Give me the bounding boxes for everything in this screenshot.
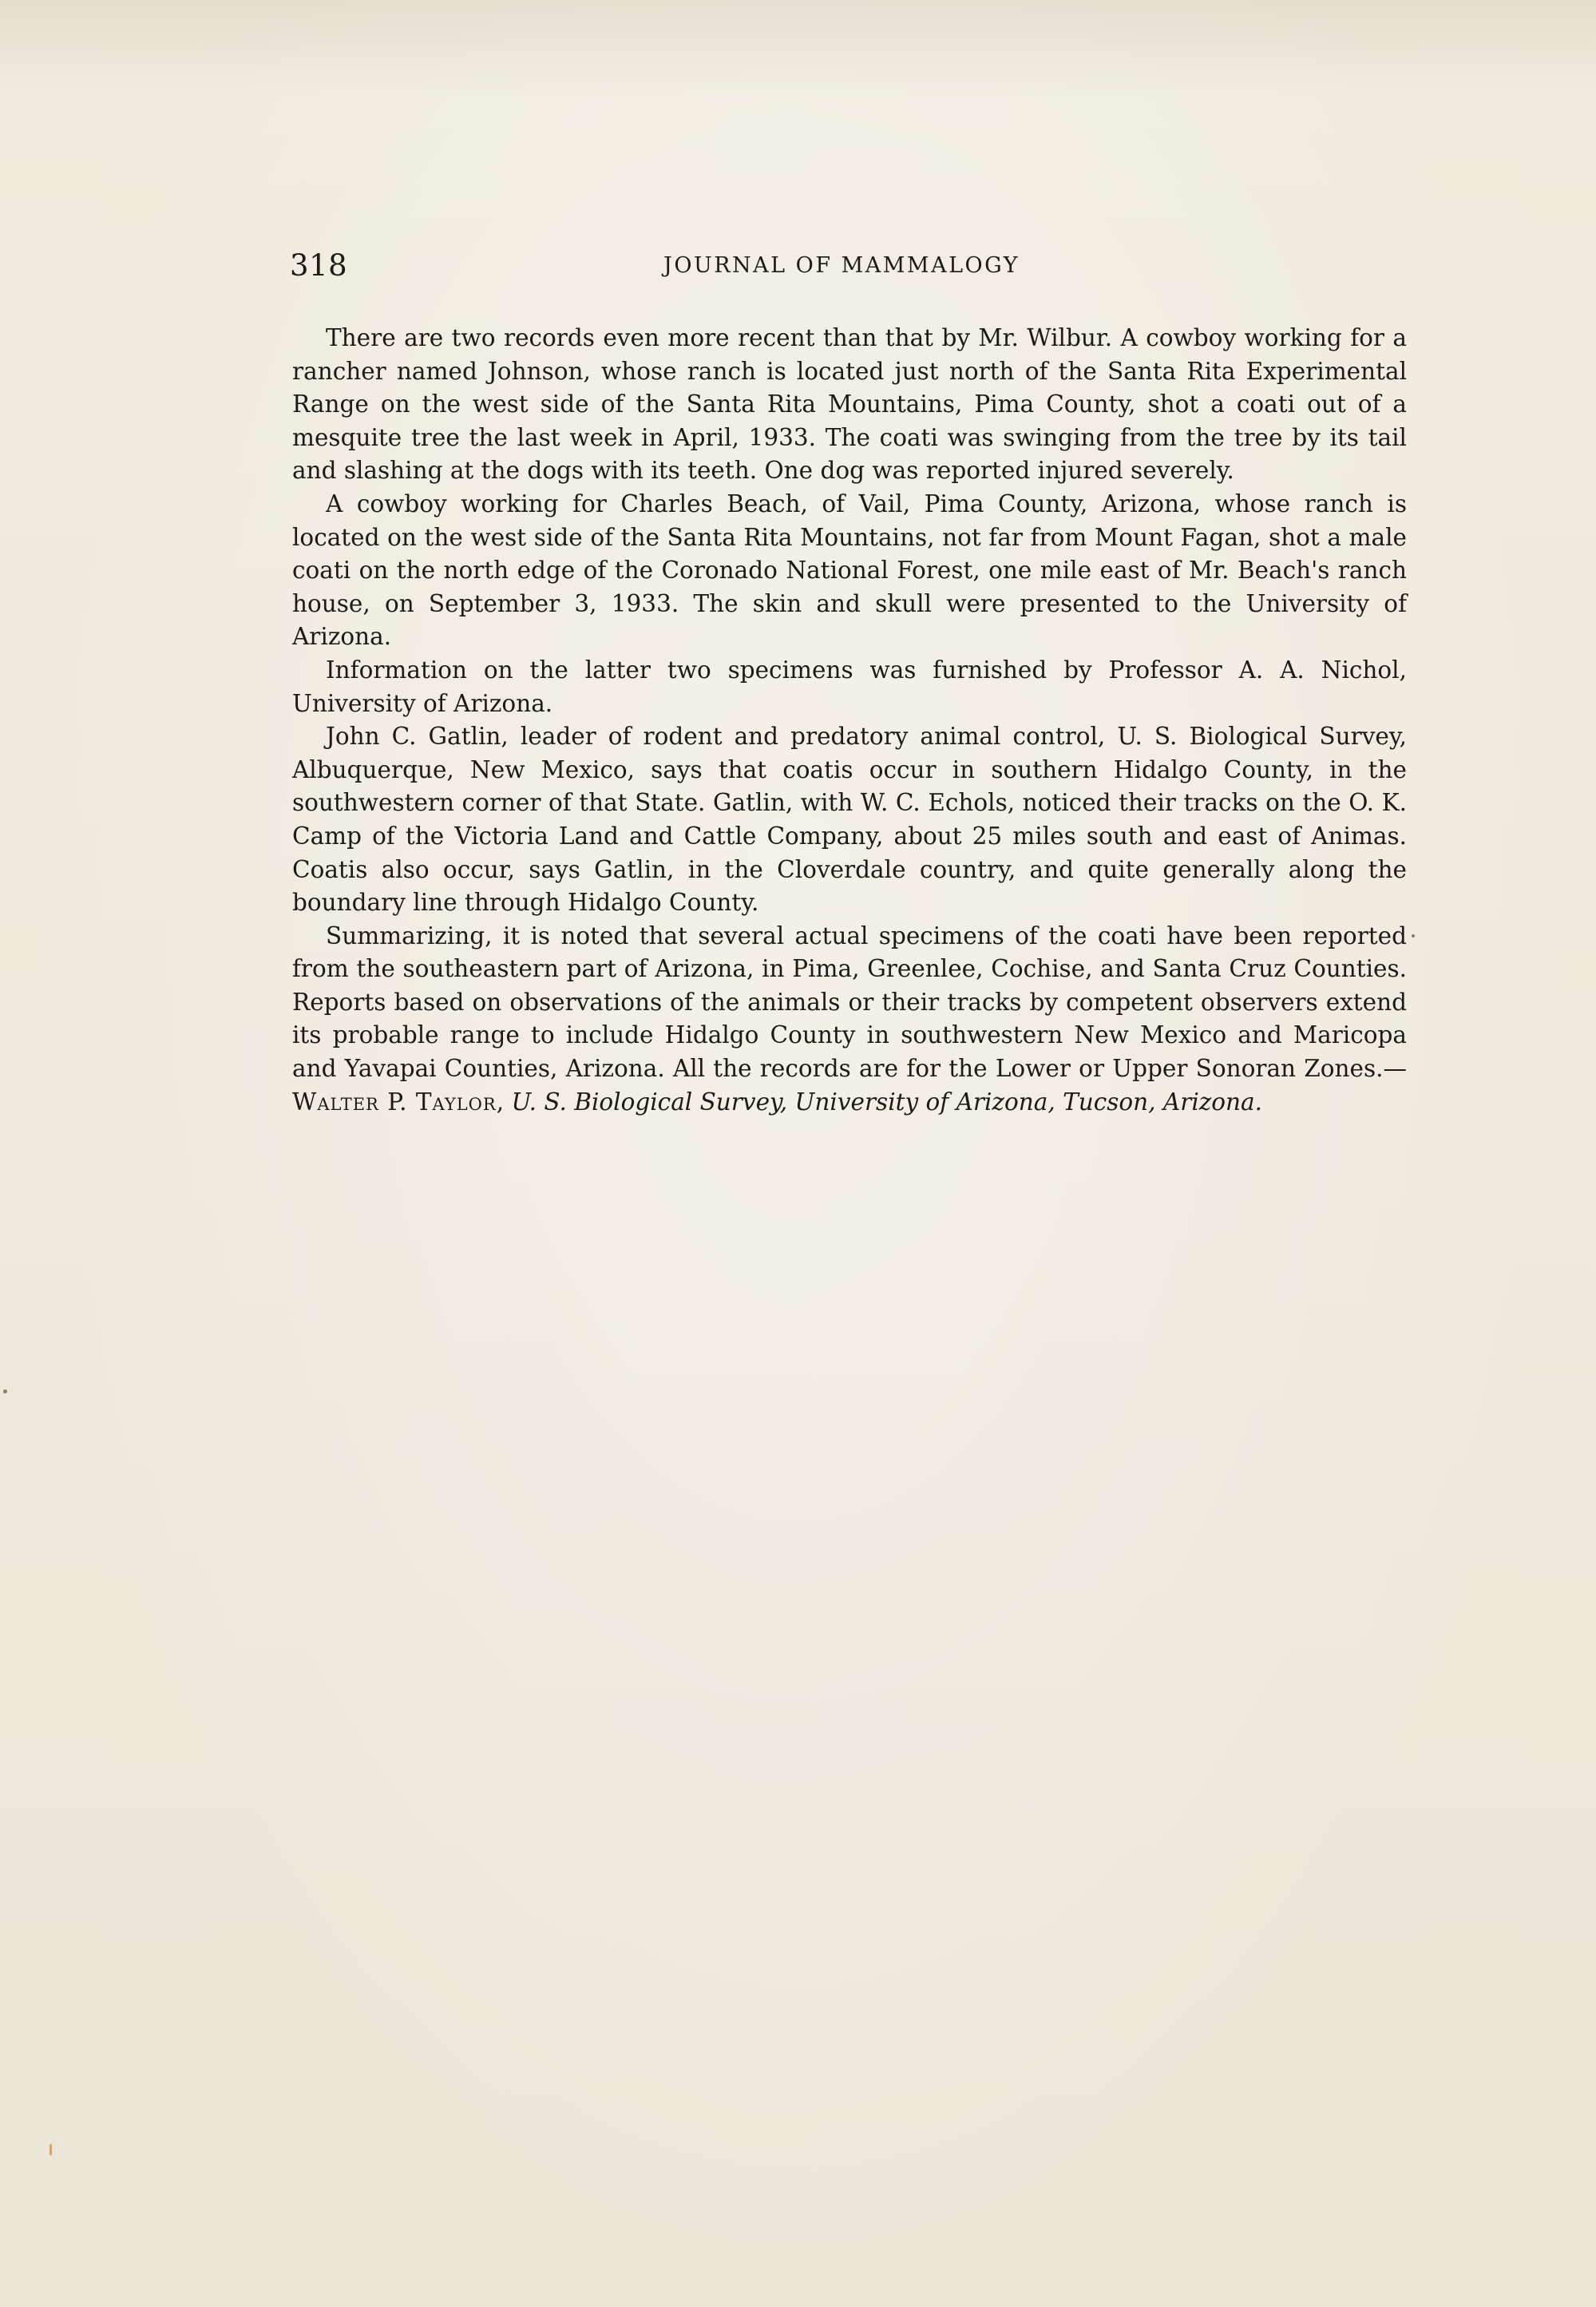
running-head: [290, 242, 1408, 290]
closing-text: Summarizing, it is noted that several actual specimens of the coati have been reported from the southeastern part of Arizona, in Pima, Greenlee, Cochise, and Santa Cruz Counties. Reports based on observations of the animals or their tracks by competent observers extend its probable range to include Hidalgo County in southwestern New Mexico and Maricopa and Yavapai Counties, Arizona. All the records are for the Lower or Upper Sonoran Zones.—: [292, 922, 1407, 1083]
page-number: 318: [290, 248, 348, 283]
journal-title: JOURNAL OF MAMMALOGY: [663, 253, 1020, 278]
signature-separator: ,: [496, 1088, 512, 1116]
paper-speck: [3, 1389, 7, 1393]
paragraph: Information on the latter two specimens was furnished by Professor A. A. Nichol, University of Arizona.: [292, 656, 1407, 717]
author-affiliation: U. S. Biological Survey, University of Arizona, Tucson, Arizona.: [511, 1088, 1263, 1116]
paper-speck: [1412, 934, 1415, 937]
author-name: Walter P. Taylor: [292, 1088, 497, 1116]
paragraph: A cowboy working for Charles Beach, of Vail, Pima County, Arizona, whose ranch is located on the west side of the Santa Rita Mountains, not far from Mount Fagan, shot a male coati on the north edge of the Coronado National Forest, one mile east of Mr. Beach's ranch house, on September 3, 1933. The skin and skull were presented to the University of Arizona.: [292, 490, 1407, 651]
closing-paragraph: [292, 920, 1407, 1120]
paper-fold-shading: [0, 0, 1596, 96]
paper-speck: [50, 2144, 52, 2155]
paragraph: There are two records even more recent than that by Mr. Wilbur. A cowboy working for a rancher named Johnson, whose ranch is located just north of the Santa Rita Experimental Range on the west side of the Santa Rita Mountains, Pima County, shot a coati out of a mesquite tree the last week in April, 1933. The coati was swinging from the tree by its tail and slashing at the dogs with its teeth. One dog was reported injured severely.: [292, 324, 1407, 485]
article-body: [292, 322, 1407, 1119]
paragraph: John C. Gatlin, leader of rodent and predatory animal control, U. S. Biological Survey, Albuquerque, New Mexico, says that coatis occur in southern Hidalgo County, in the southwestern corner of that State. Gatlin, with W. C. Echols, noticed their tracks on the O. K. Camp of the Victoria Land and Cattle Company, about 25 miles south and east of Animas. Coatis also occur, says Gatlin, in the Cloverdale country, and quite generally along the boundary line through Hidalgo County.: [292, 723, 1407, 917]
